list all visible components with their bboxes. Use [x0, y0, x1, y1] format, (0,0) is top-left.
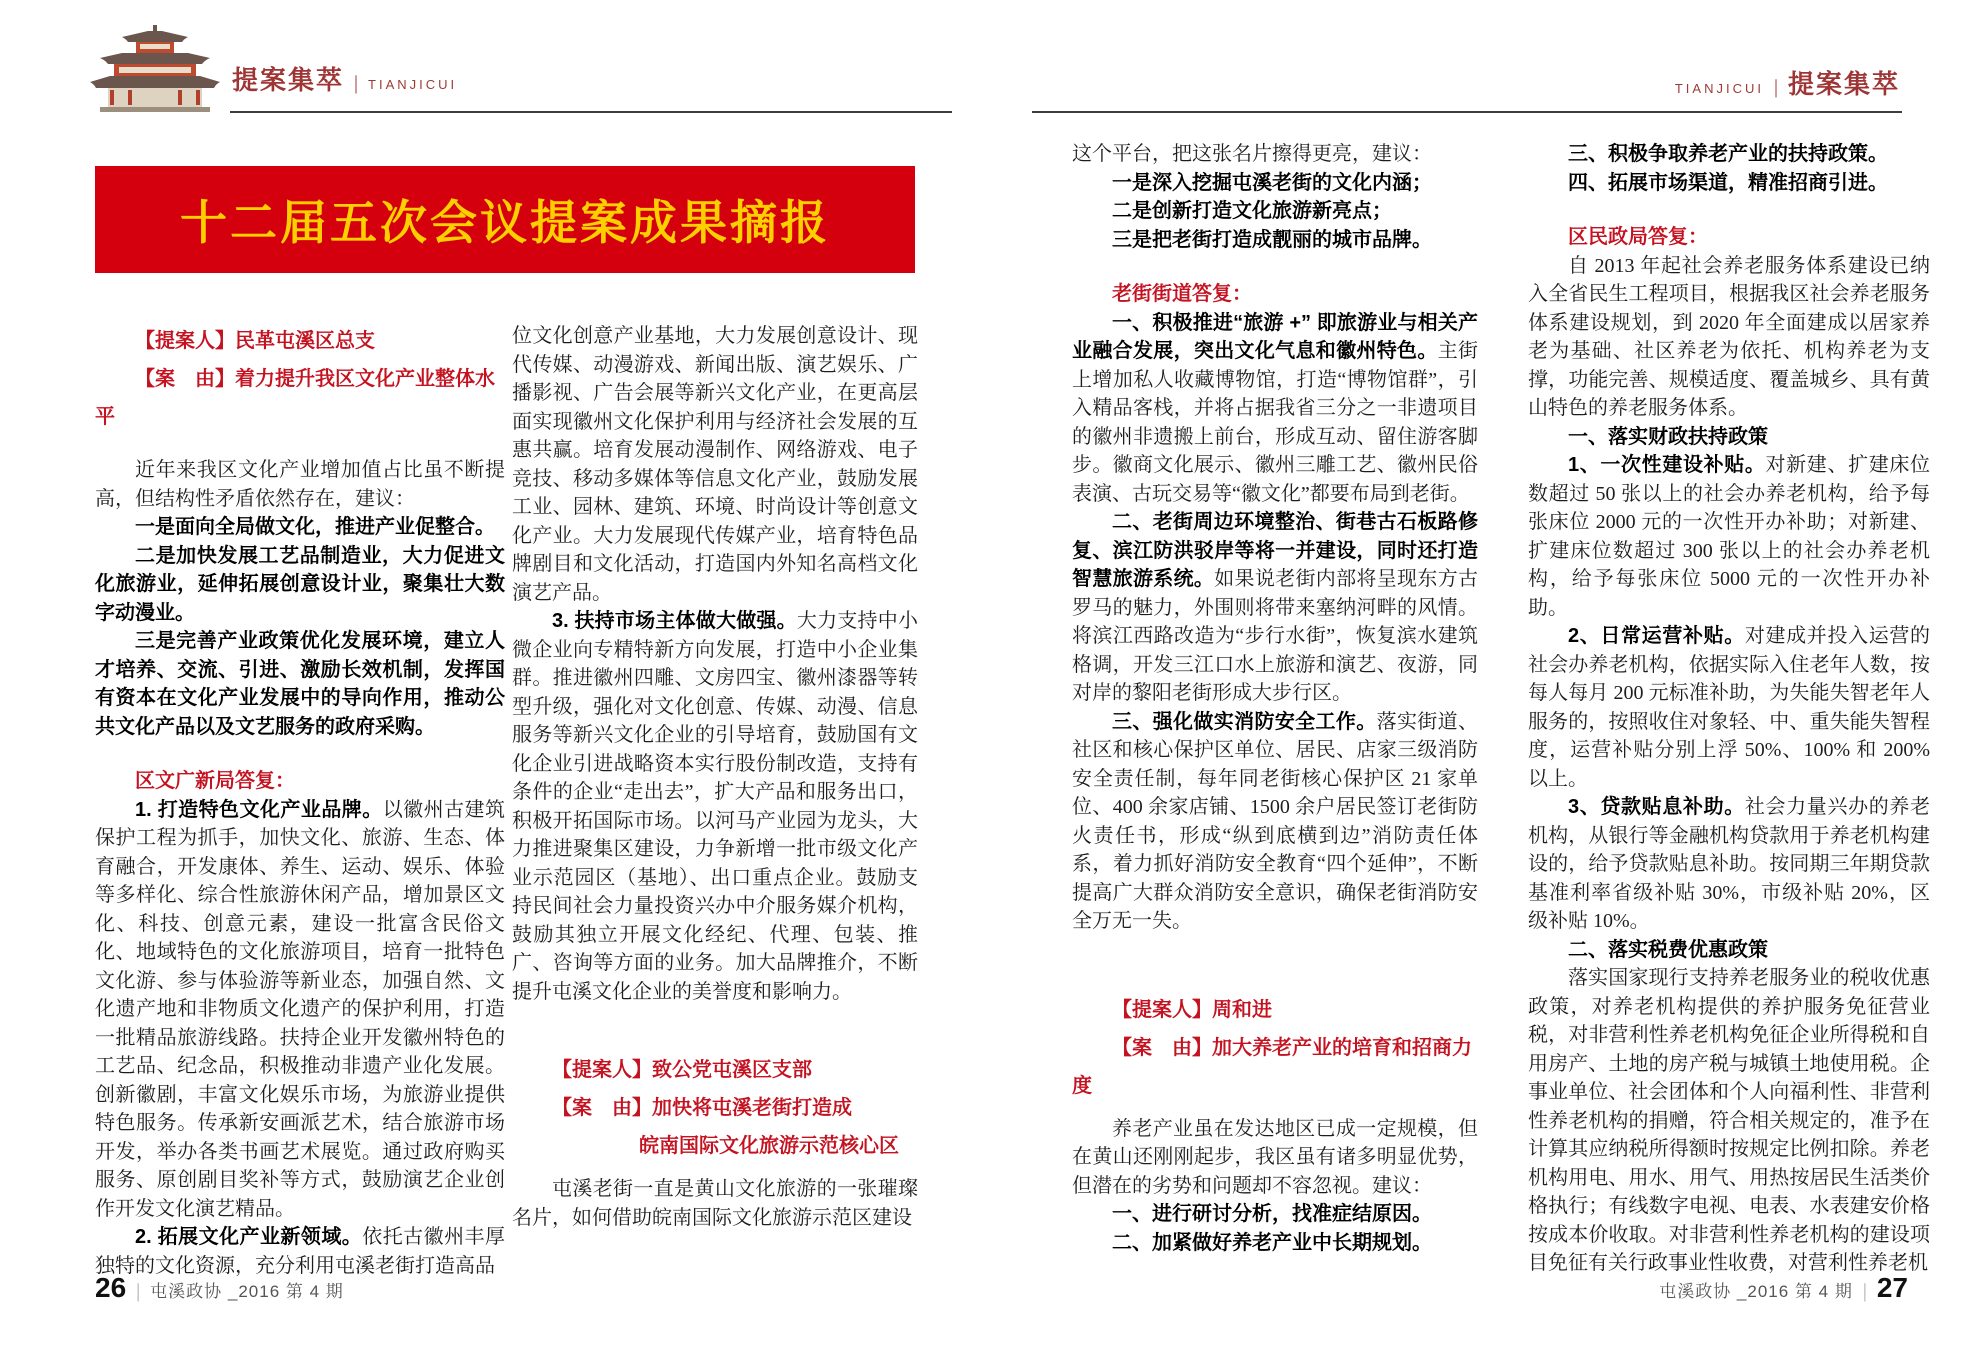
- body-paragraph: 自 2013 年起社会养老服务体系建设已纳入全省民生工程项目，根据我区社会养老服务体系建设规划，到 2020 年全面建成以居家养老为基础、社区养老为依托、机构养老为支撑，功能完善、规模适度、覆盖城乡、具有黄山特色的养老服务体系。: [1528, 254, 1930, 419]
- body-paragraph: 三、强化做实消防安全工作。落实街道、社区和核心保护区单位、居民、店家三级消防安全责任制，每年同老街核心保护区 21 家单位、400 余家店铺、1500 余户居民签订老街防火责任书，形成“纵到底横到边”消防责任体系，着力抓好消防安全教育“四个延伸”，不断提高广大群众消防安全意识，确保老街消防安全万无一失。: [1072, 710, 1479, 932]
- journal-issue: 屯溪政协 _2016 第 4 期: [1659, 1282, 1853, 1301]
- section-heading: 区民政局答复：: [1568, 226, 1708, 248]
- body-paragraph: 1、一次性建设补贴。对新建、扩建床位数超过 50 张以上的社会办养老机构，给予每张床位 2000 元的一次性开办补助；对新建、扩建床位数超过 300 张以上的社会办养老机构，给予每张床位 5000 元的一次性开办补助。: [1528, 454, 1930, 619]
- header-title-en: TIANJICUI: [1674, 81, 1764, 96]
- column-2: [512, 322, 918, 1274]
- body-paragraph: 位文化创意产业基地，大力发展创意设计、现代传媒、动漫游戏、新闻出版、演艺娱乐、广播影视、广告会展等新兴文化产业，在更高层面实现徽州文化保护利用与经济社会发展的互惠共赢。培育发展动漫制作、网络游戏、电子竞技、移动多媒体等信息文化产业，鼓励发展工业、园林、建筑、环境、时尚设计等创意文化产业。大力发展现代传媒产业，培育特色品牌剧目和文化活动，打造国内外知名高档文化演艺产品。: [512, 325, 918, 604]
- body-paragraph: 二、老街周边环境整治、街巷古石板路修复、滨江防洪驳岸等将一并建设，同时还打造智慧旅游系统。如果说老街内部将呈现东方古罗马的魅力，外围则将带来塞纳河畔的风情。将滨江西路改造为“步行水街”，恢复滨水建筑格调，开发三江口水上旅游和演艺、夜游，同对岸的黎阳老街形成大步行区。: [1072, 511, 1479, 704]
- case-line: 【案 由】加大养老产业的培育和招商力度: [1072, 1036, 1472, 1097]
- journal-issue: 屯溪政协 _2016 第 4 期: [150, 1282, 344, 1301]
- body-paragraph: 落实国家现行支持养老服务业的税收优惠政策，对养老机构提供的养护服务免征营业税，对非营利性养老机构免征企业所得税和自用房产、土地的房产税与城镇土地使用税。企事业单位、社会团体和个人向福利性、非营利性养老机构的捐赠，符合相关规定的，准予在计算其应纳税所得额时按规定比例扣除。养老机构用电、用水、用气、用热按居民生活类价格执行；有线数字电视、电表、水表建安价格按成本价收取。对非营利性养老机构的建设项目免征有关行政事业性收费，对营利性养老机: [1528, 967, 1930, 1274]
- pagoda-icon: [84, 24, 226, 114]
- body-paragraph: 三是把老街打造成靓丽的城市品牌。: [1112, 228, 1432, 251]
- section-heading: 老街街道答复：: [1112, 283, 1252, 305]
- body-paragraph: 二、加紧做好养老产业中长期规划。: [1112, 1231, 1432, 1254]
- body-paragraph: 2. 拓展文化产业新领域。依托古徽州丰厚独特的文化资源，充分利用屯溪老街打造高品: [95, 1226, 506, 1277]
- header-title-en: TIANJICUI: [368, 77, 458, 92]
- footer-left: [95, 1272, 344, 1304]
- body-paragraph: 一是深入挖掘屯溪老街的文化内涵；: [1112, 171, 1432, 194]
- case-line: 【案 由】加快将屯溪老街打造成: [552, 1097, 852, 1119]
- case-line: 皖南国际文化旅游示范核心区: [639, 1135, 899, 1157]
- body-paragraph: 一、进行研讨分析，找准症结原因。: [1112, 1203, 1432, 1225]
- header-rule-left: [230, 111, 952, 113]
- article-title: 十二届五次会议提案成果摘报: [180, 198, 830, 250]
- column-3: [1072, 140, 1478, 1280]
- header-title-cn: 提案集萃: [1787, 70, 1900, 99]
- body-paragraph: 四、拓展市场渠道，精准招商引进。: [1568, 171, 1888, 194]
- body-paragraph: 三是完善产业政策优化发展环境，建立人才培养、交流、引进、激励长效机制，发挥国有资本在文化产业发展中的导向作用，推动公共文化产品以及文艺服务的政府采购。: [95, 630, 505, 738]
- body-paragraph: 近年来我区文化产业增加值占比虽不断提高，但结构性矛盾依然存在，建议：: [95, 459, 505, 510]
- body-paragraph: 2、日常运营补贴。对建成并投入运营的社会办养老机构，依据实际入住老年人数，按每人每月 200 元标准补助，为失能失智老年人服务的，按照收住对象轻、中、重失能失智程度，运营补贴分别上浮 50%、100% 和 200% 以上。: [1528, 625, 1930, 790]
- header-right: [1675, 64, 1900, 101]
- case-line: 【案 由】着力提升我区文化产业整体水平: [95, 368, 495, 428]
- section-heading: 区文广新局答复：: [135, 770, 295, 792]
- article-banner: [95, 166, 915, 273]
- body-paragraph: 3. 扶持市场主体做大做强。大力支持中小微企业向专精特新方向发展，打造中小企业集群。推进徽州四雕、文房四宝、徽州漆器等转型升级，强化对文化创意、传媒、动漫、信息服务等新兴文化企业的引导培育，鼓励国有文化企业引进战略资本实行股份制改造，支持有条件的企业“走出去”，扩大产品和服务出口，积极开拓国际市场。以河马产业园为龙头，大力推进聚集区建设，力争新增一批市级文化产业示范园区（基地）、出口重点企业。鼓励支持民间社会力量投资兴办中介服务媒介机构，鼓励其独立开展文化经纪、代理、包装、推广、咨询等方面的业务。加大品牌推介，不断提升屯溪文化企业的美誉度和影响力。: [512, 610, 918, 1003]
- pagoda-photo: [84, 24, 226, 119]
- footer-right: [1659, 1272, 1908, 1304]
- body-paragraph: 这个平台，把这张名片擦得更亮，建议：: [1072, 143, 1432, 165]
- proposer-line: 【提案人】致公党屯溪区支部: [552, 1059, 812, 1081]
- body-paragraph: 一、落实财政扶持政策: [1568, 425, 1768, 448]
- footer-divider: |: [1862, 1280, 1867, 1302]
- header-divider: |: [1773, 76, 1778, 98]
- body-paragraph: 二是加快发展工艺品制造业，大力促进文化旅游业，延伸拓展创意设计业，聚集壮大数字动漫业。: [95, 544, 505, 624]
- page-number: 26: [95, 1272, 127, 1303]
- header-rule-right: [1032, 111, 1902, 113]
- body-paragraph: 屯溪老街一直是黄山文化旅游的一张璀璨名片，如何借助皖南国际文化旅游示范区建设: [512, 1178, 918, 1229]
- header-left: [232, 60, 457, 97]
- body-paragraph: 三、积极争取养老产业的扶持政策。: [1568, 143, 1888, 165]
- footer-divider: |: [136, 1280, 141, 1302]
- body-paragraph: 一、积极推进“旅游 +” 即旅游业与相关产业融合发展，突出文化气息和徽州特色。主街上增加私人收藏博物馆，打造“博物馆群”，引入精品客栈，并将占据我省三分之一非遗项目的徽州非遗搬上前台，形成互动、留住游客脚步。徽商文化展示、徽州三雕工艺、徽州民俗表演、古玩交易等“徽文化”都要布局到老街。: [1072, 311, 1479, 505]
- header-title-cn: 提案集萃: [232, 66, 345, 95]
- body-paragraph: 一是面向全局做文化，推进产业促整合。: [135, 516, 495, 538]
- body-paragraph: 养老产业虽在发达地区已成一定规模，但在黄山还刚刚起步，我区虽有诸多明显优势，但潜在的劣势和问题却不容忽视。建议：: [1072, 1117, 1478, 1197]
- column-4: [1528, 140, 1930, 1276]
- body-paragraph: 3、贷款贴息补助。社会力量兴办的养老机构，从银行等金融机构贷款用于养老机构建设的，给予贷款贴息补助。按同期三年期贷款基准利率省级补贴 30%，市级补贴 20%，区级补贴 10%。: [1528, 796, 1930, 932]
- proposer-line: 【提案人】周和进: [1112, 998, 1272, 1021]
- body-paragraph: 二、落实税费优惠政策: [1568, 938, 1768, 961]
- header-divider: |: [354, 72, 359, 94]
- proposer-line: 【提案人】民革屯溪区总支: [135, 330, 375, 352]
- page-number: 27: [1876, 1272, 1908, 1303]
- body-paragraph: 1. 打造特色文化产业品牌。以徽州古建筑保护工程为抓手，加快文化、旅游、生态、体育融合，开发康体、养生、运动、娱乐、体验等多样化、综合性旅游休闲产品，增加景区文化、科技、创意元素，建设一批富含民俗文化、地域特色的文化旅游项目，培育一批特色文化游、参与体验游等新业态，加强自然、文化遗产地和非物质文化遗产的保护利用，打造一批精品旅游线路。扶持企业开发徽州特色的工艺品、纪念品，积极推动非遗产业化发展。创新徽剧，丰富文化娱乐市场，为旅游业提供特色服务。传承新安画派艺术，结合旅游市场开发，举办各类书画艺术展览。通过政府购买服务、原创剧目奖补等方式，鼓励演艺企业创作开发文化演艺精品。: [95, 798, 505, 1220]
- column-1: [95, 322, 506, 1277]
- body-paragraph: 二是创新打造文化旅游新亮点；: [1112, 200, 1392, 222]
